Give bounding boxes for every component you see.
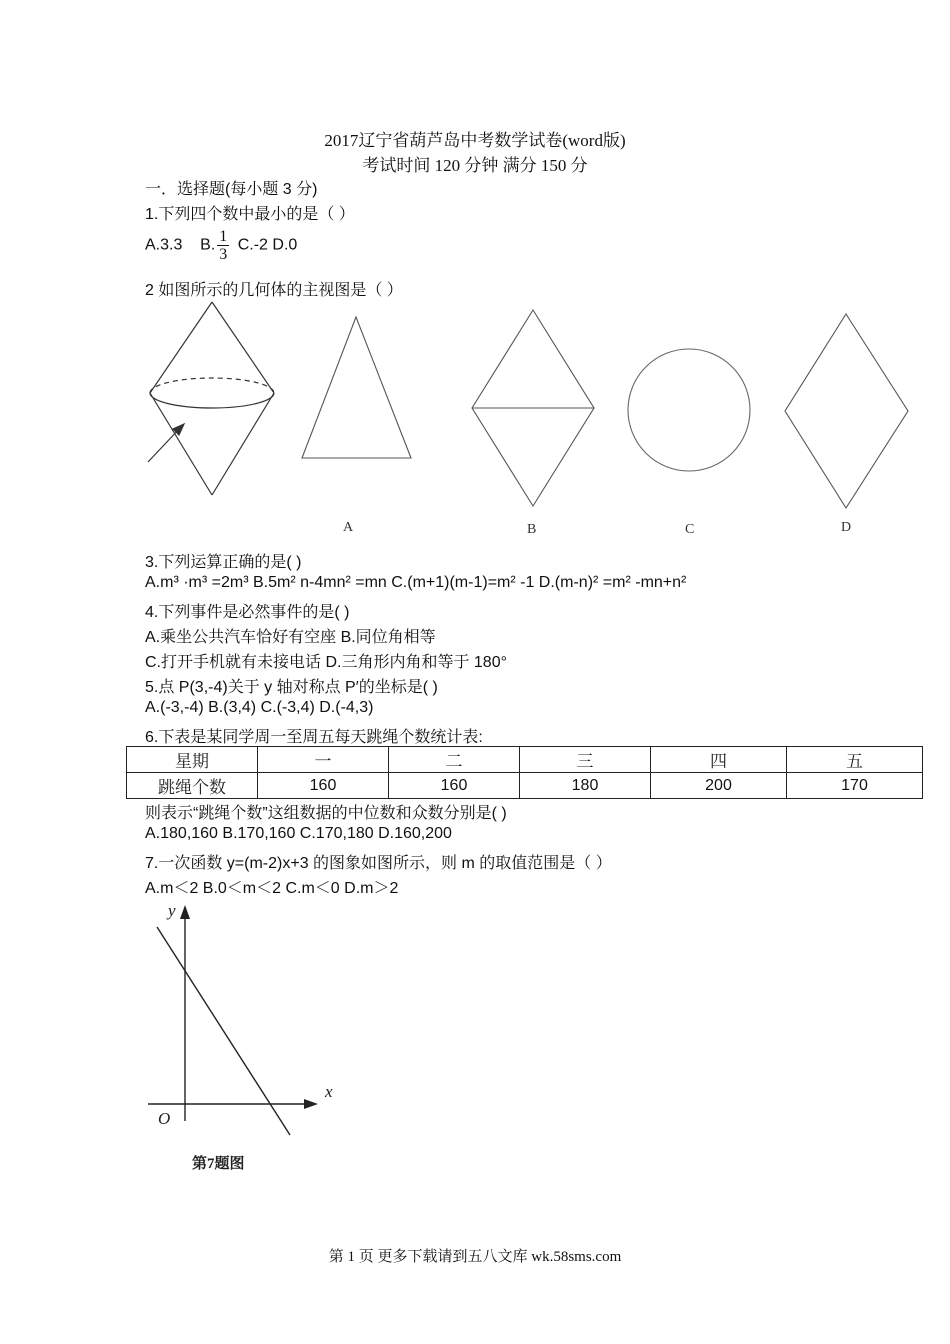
q5-stem: 5.点 P(3,-4)关于 y 轴对称点 P′的坐标是( ) [145, 679, 438, 696]
q6-stem: 6.下表是某同学周一至周五每天跳绳个数统计表: [145, 729, 483, 746]
table-cell: 二 [389, 747, 520, 773]
section-heading: 一．选择题(每小题 3 分) [145, 181, 318, 198]
q1-stem: 1.下列四个数中最小的是（ ） [145, 206, 355, 223]
table-cell: 三 [520, 747, 651, 773]
q7-options: A.m＜2 B.0＜m＜2 C.m＜0 D.m＞2 [145, 880, 399, 897]
q7-stem: 7.一次函数 y=(m-2)x+3 的图象如图所示，则 m 的取值范围是（ ） [145, 855, 612, 872]
q4-stem: 4.下列事件是必然事件的是( ) [145, 604, 350, 621]
option-c-circle [628, 349, 750, 471]
table-cell: 200 [651, 773, 787, 799]
q6-options: A.180,160 B.170,160 C.170,180 D.160,200 [145, 825, 452, 842]
q1-option-a: A.3.3 [145, 236, 183, 254]
q3-stem: 3.下列运算正确的是( ) [145, 554, 302, 571]
option-b-rhombus-divided [472, 310, 594, 506]
option-a-triangle [302, 317, 411, 458]
q5-options: A.(-3,-4) B.(3,4) C.(-3,4) D.(-4,3) [145, 699, 374, 716]
q3-options: A.m³ ·m³ =2m³ B.5m² n-4mn² =mn C.(m+1)(m-1)=m² -1 D.(m-n)² =m² -mn+n² [145, 574, 687, 591]
x-axis-label: x [325, 1082, 333, 1101]
y-axis-arrow [180, 905, 190, 919]
table-cell: 跳绳个数 [127, 773, 258, 799]
table-cell: 四 [651, 747, 787, 773]
q1-option-b-prefix: B. [200, 236, 216, 254]
jump-rope-table [126, 746, 923, 799]
q2-stem: 2 如图所示的几何体的主视图是（ ） [145, 282, 403, 299]
table-cell: 170 [787, 773, 923, 799]
fraction-numerator: 1 [219, 228, 228, 245]
q1-options-cd: C.-2 D.0 [237, 236, 298, 254]
q1-options [145, 228, 297, 263]
option-d-rhombus [785, 314, 908, 508]
page-footer: 第 1 页 更多下载请到五八文库 wk.58sms.com [328, 1249, 622, 1265]
exam-info: 考试时间 120 分钟 满分 150 分 [362, 156, 588, 175]
q4-options-line1: A.乘坐公共汽车恰好有空座 B.同位角相等 [145, 629, 436, 646]
table-cell: 160 [258, 773, 389, 799]
x-axis-arrow [304, 1099, 318, 1109]
table-cell: 180 [520, 773, 651, 799]
table-cell: 五 [787, 747, 923, 773]
table-cell: 一 [258, 747, 389, 773]
table-row [127, 773, 923, 799]
fraction [217, 228, 229, 263]
y-axis-label: y [168, 901, 176, 920]
option-a-label: A [343, 520, 354, 535]
fraction-denominator: 3 [219, 246, 228, 263]
option-b-label: B [527, 522, 537, 537]
double-cone-figure [148, 302, 274, 495]
table-cell: 160 [389, 773, 520, 799]
q7-graph [0, 895, 400, 1185]
q2-figures [0, 295, 950, 545]
q6-question: 则表示“跳绳个数”这组数据的中位数和众数分别是( ) [145, 805, 507, 822]
option-c-label: C [685, 522, 695, 537]
option-d-label: D [841, 520, 852, 535]
origin-label: O [158, 1109, 171, 1128]
table-header-row [127, 747, 923, 773]
page-title: 2017辽宁省葫芦岛中考数学试卷(word版) [324, 131, 626, 150]
figure-caption: 第7题图 [192, 1156, 245, 1172]
q4-options-line2: C.打开手机就有未接电话 D.三角形内角和等于 180° [145, 654, 507, 671]
table-cell: 星期 [127, 747, 258, 773]
